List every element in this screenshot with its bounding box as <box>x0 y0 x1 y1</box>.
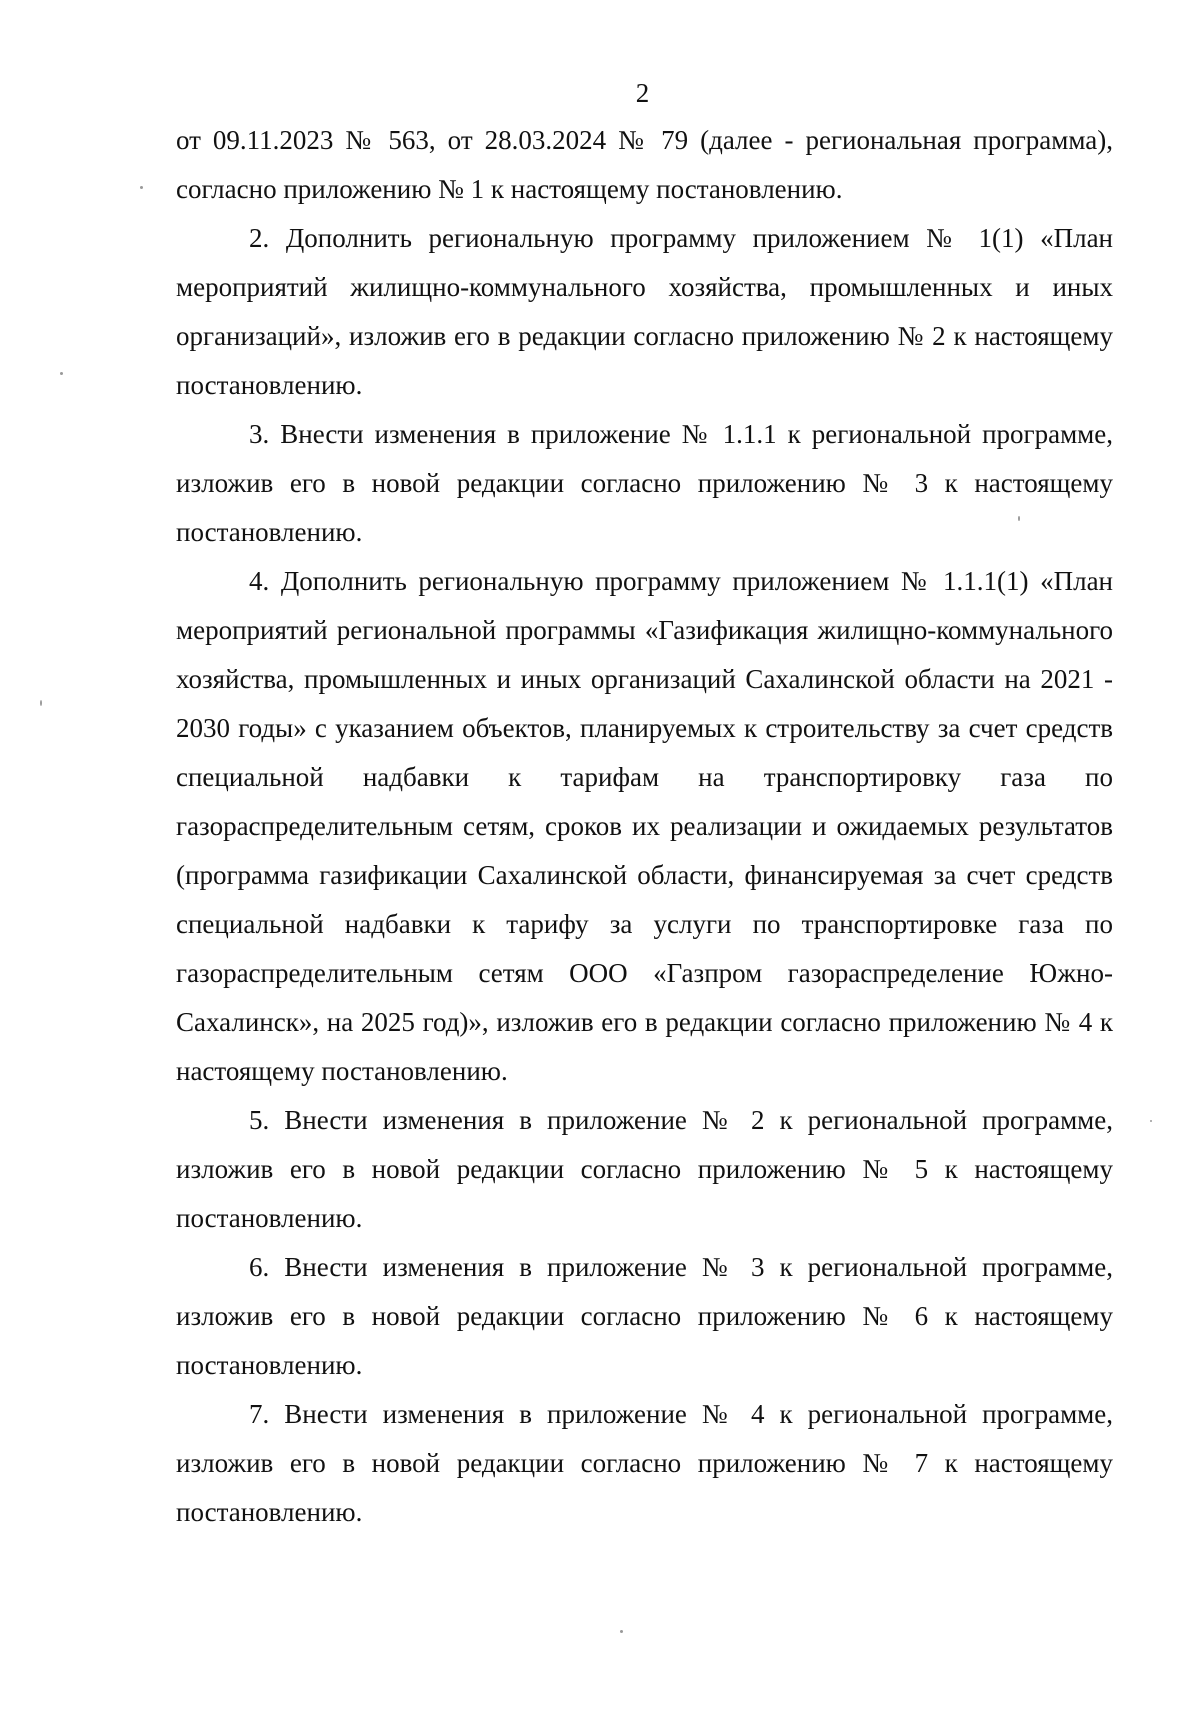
page-number: 2 <box>635 78 650 108</box>
scan-speck <box>140 186 143 189</box>
scan-speck <box>1018 516 1020 521</box>
paragraph-item-4: 4. Дополнить региональную программу приложением № 1.1.1(1) «План мероприятий региональной программы «Газификация жилищно-коммунального хозяйства, промышленных и иных организаций Сахалинской области на 2021 - 2030 годы» с указанием объектов, планируемых к строительству за счет средств специальной надбавки к тарифам на транспортировку газа по газораспределительным сетям, сроков их реализации и ожидаемых результатов (программа газификации Сахалинской области, финансируемая за счет средств специальной надбавки к тарифу за услуги по транспортировке газа по газораспределительным сетям ООО «Газпром газораспределение Южно-Сахалинск», на 2025 год)», изложив его в редакции согласно приложению № 4 к настоящему постановлению. <box>176 566 1113 1086</box>
paragraph-item-3: 3. Внести изменения в приложение № 1.1.1 к региональной программе, изложив его в новой редакции согласно приложению № 3 к настоящему постановлению. <box>176 419 1113 547</box>
paragraph-continuation: от 09.11.2023 № 563, от 28.03.2024 № 79 (далее - региональная программа), согласно приложению № 1 к настоящему постановлению. <box>176 125 1113 204</box>
document-body <box>176 116 1113 1537</box>
paragraph-item-5: 5. Внести изменения в приложение № 2 к региональной программе, изложив его в новой редакции согласно приложению № 5 к настоящему постановлению. <box>176 1105 1113 1233</box>
paragraph-item-2: 2. Дополнить региональную программу приложением № 1(1) «План мероприятий жилищно-коммунального хозяйства, промышленных и иных организаций», изложив его в редакции согласно приложению № 2 к настоящему постановлению. <box>176 223 1113 400</box>
paragraph-item-6: 6. Внести изменения в приложение № 3 к региональной программе, изложив его в новой редакции согласно приложению № 6 к настоящему постановлению. <box>176 1252 1113 1380</box>
scan-speck <box>620 1630 623 1633</box>
paragraph-item-7: 7. Внести изменения в приложение № 4 к региональной программе, изложив его в новой редакции согласно приложению № 7 к настоящему постановлению. <box>176 1399 1113 1527</box>
scan-speck <box>60 372 63 375</box>
scan-speck <box>1150 1120 1152 1122</box>
scan-speck <box>40 700 42 706</box>
